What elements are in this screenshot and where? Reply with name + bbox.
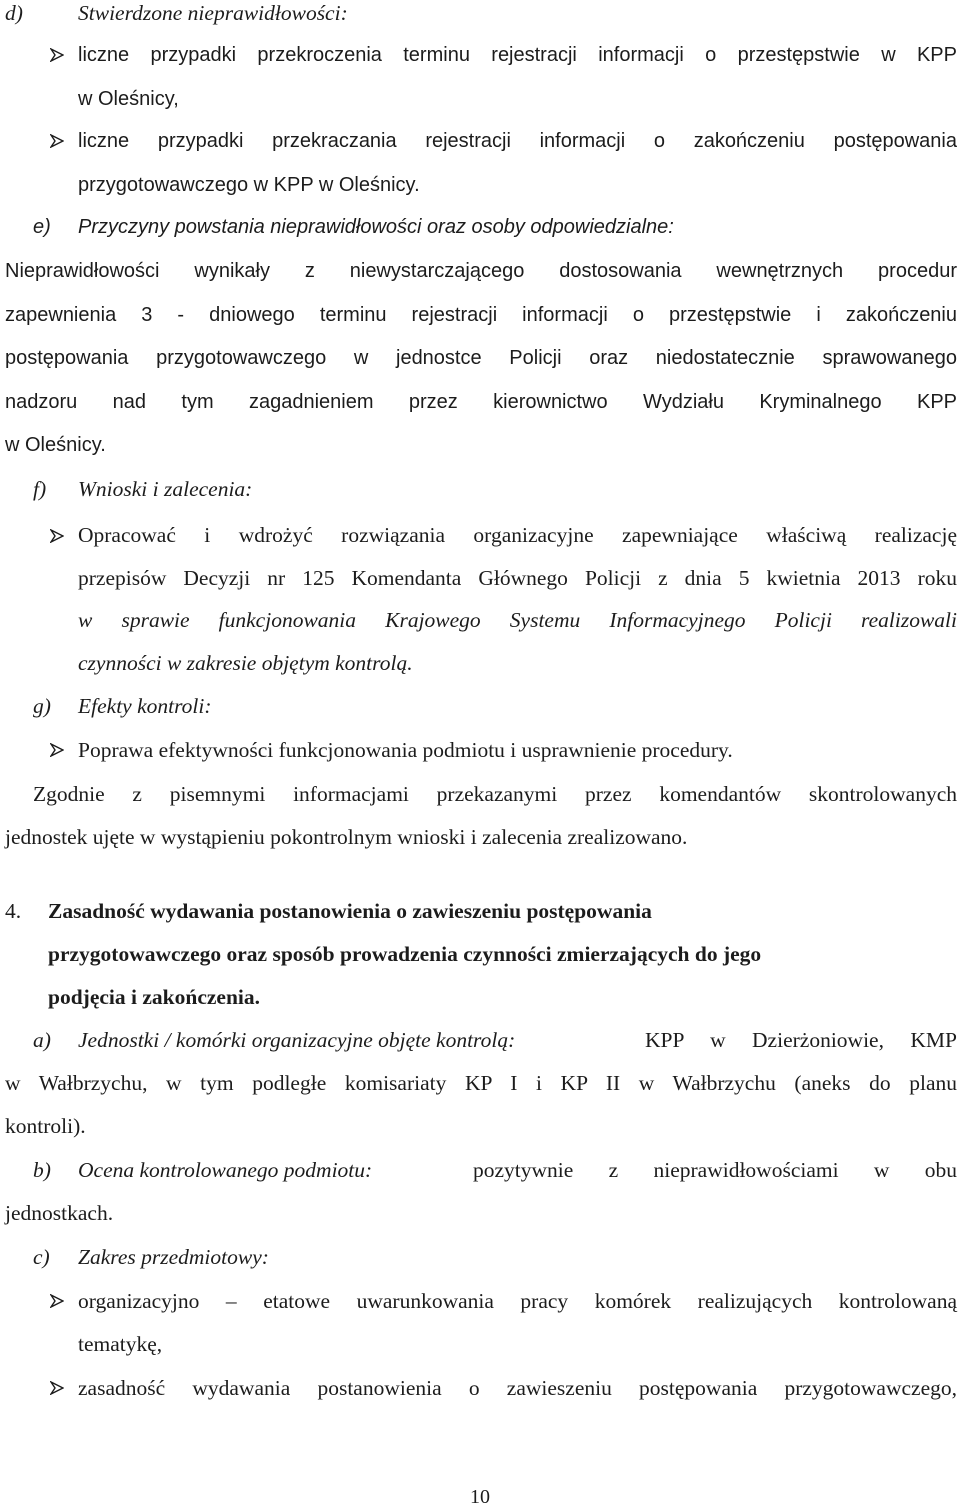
point4-title-line2: przygotowawczego oraz sposób prowadzenia czynności zmierzających do jego bbox=[48, 942, 762, 966]
section-f-line4: czynności w zakresie objętym kontrolą. bbox=[78, 651, 413, 675]
section-f-heading: Wnioski i zalecenia: bbox=[78, 477, 253, 501]
section-d-bullet1-line2: w Oleśnicy, bbox=[78, 88, 179, 110]
section-a-heading: Jednostki / komórki organizacyjne objęte kontrolą: bbox=[78, 1028, 516, 1052]
section-b-label: b) bbox=[33, 1158, 51, 1182]
section-d-heading: Stwierdzone nieprawidłowości: bbox=[78, 1, 348, 25]
section-e-line: Nieprawidłowości wynikały z niewystarczającego dostosowania wewnętrznych procedur bbox=[5, 260, 957, 282]
section-g-heading: Efekty kontroli: bbox=[78, 694, 212, 718]
section-f-line1: Opracować i wdrożyć rozwiązania organizacyjne zapewniające właściwą realizację bbox=[78, 523, 957, 547]
section-g-label: g) bbox=[33, 694, 51, 718]
section-f-line3: w sprawie funkcjonowania Krajowego Systemu Informacyjnego Policji realizowali bbox=[78, 608, 957, 632]
section-d-label: d) bbox=[5, 1, 23, 25]
bullet-arrow-icon bbox=[50, 48, 64, 62]
section-c-bullet2: zasadność wydawania postanowienia o zawieszeniu postępowania przygotowawczego, bbox=[78, 1376, 957, 1400]
point4-number: 4. bbox=[5, 899, 22, 923]
section-f-label: f) bbox=[33, 477, 47, 501]
section-a-label: a) bbox=[33, 1028, 51, 1052]
bullet-arrow-icon bbox=[50, 1381, 64, 1395]
section-b-heading: Ocena kontrolowanego podmiotu: bbox=[78, 1158, 373, 1182]
summary-line2: jednostek ujęte w wystąpieniu pokontrolnym wnioski i zalecenia zrealizowano. bbox=[5, 825, 688, 849]
section-e-label: e) bbox=[33, 216, 51, 238]
section-e-line: zapewnienia 3 - dniowego terminu rejestracji informacji o przestępstwie i zakończeniu bbox=[5, 304, 957, 326]
section-d-bullet2-line2: przygotowawczego w KPP w Oleśnicy. bbox=[78, 174, 420, 196]
bullet-arrow-icon bbox=[50, 743, 64, 757]
section-b-rest: pozytywnie z nieprawidłowościami w obu bbox=[473, 1158, 957, 1182]
page-number: 10 bbox=[470, 1486, 490, 1508]
point4-title-line3: podjęcia i zakończenia. bbox=[48, 985, 260, 1009]
section-c-bullet1-line1: organizacyjno – etatowe uwarunkowania pracy komórek realizujących kontrolowaną bbox=[78, 1289, 957, 1313]
section-e-heading: Przyczyny powstania nieprawidłowości oraz osoby odpowiedzialne: bbox=[78, 216, 674, 238]
section-a-rest: KPP w Dzierżoniowie, KMP bbox=[645, 1028, 957, 1052]
section-e-line: nadzoru nad tym zagadnieniem przez kierownictwo Wydziału Kryminalnego KPP bbox=[5, 391, 957, 413]
section-c-bullet1-line2: tematykę, bbox=[78, 1332, 163, 1356]
summary-line1: Zgodnie z pisemnymi informacjami przekazanymi przez komendantów skontrolowanych bbox=[33, 782, 957, 806]
section-c-heading: Zakres przedmiotowy: bbox=[78, 1245, 269, 1269]
section-a-line3: kontroli). bbox=[5, 1114, 86, 1138]
section-g-bullet: Poprawa efektywności funkcjonowania podmiotu i usprawnienie procedury. bbox=[78, 738, 733, 762]
section-f-line2: przepisów Decyzji nr 125 Komendanta Głównego Policji z dnia 5 kwietnia 2013 roku bbox=[78, 566, 957, 590]
section-d-bullet1-line1: liczne przypadki przekroczenia terminu rejestracji informacji o przestępstwie w KPP bbox=[78, 44, 957, 66]
section-e-line: w Oleśnicy. bbox=[5, 434, 106, 456]
bullet-arrow-icon bbox=[50, 529, 64, 543]
section-a-line2: w Wałbrzychu, w tym podległe komisariaty KP I i KP II w Wałbrzychu (aneks do planu bbox=[5, 1071, 957, 1095]
bullet-arrow-icon bbox=[50, 134, 64, 148]
section-e-line: postępowania przygotowawczego w jednostce Policji oraz niedostatecznie sprawowanego bbox=[5, 347, 957, 369]
bullet-arrow-icon bbox=[50, 1294, 64, 1308]
section-d-bullet2-line1: liczne przypadki przekraczania rejestracji informacji o zakończeniu postępowania bbox=[78, 130, 957, 152]
point4-title-line1: Zasadność wydawania postanowienia o zawieszeniu postępowania bbox=[48, 899, 652, 923]
section-b-line2: jednostkach. bbox=[5, 1201, 114, 1225]
section-c-label: c) bbox=[33, 1245, 50, 1269]
